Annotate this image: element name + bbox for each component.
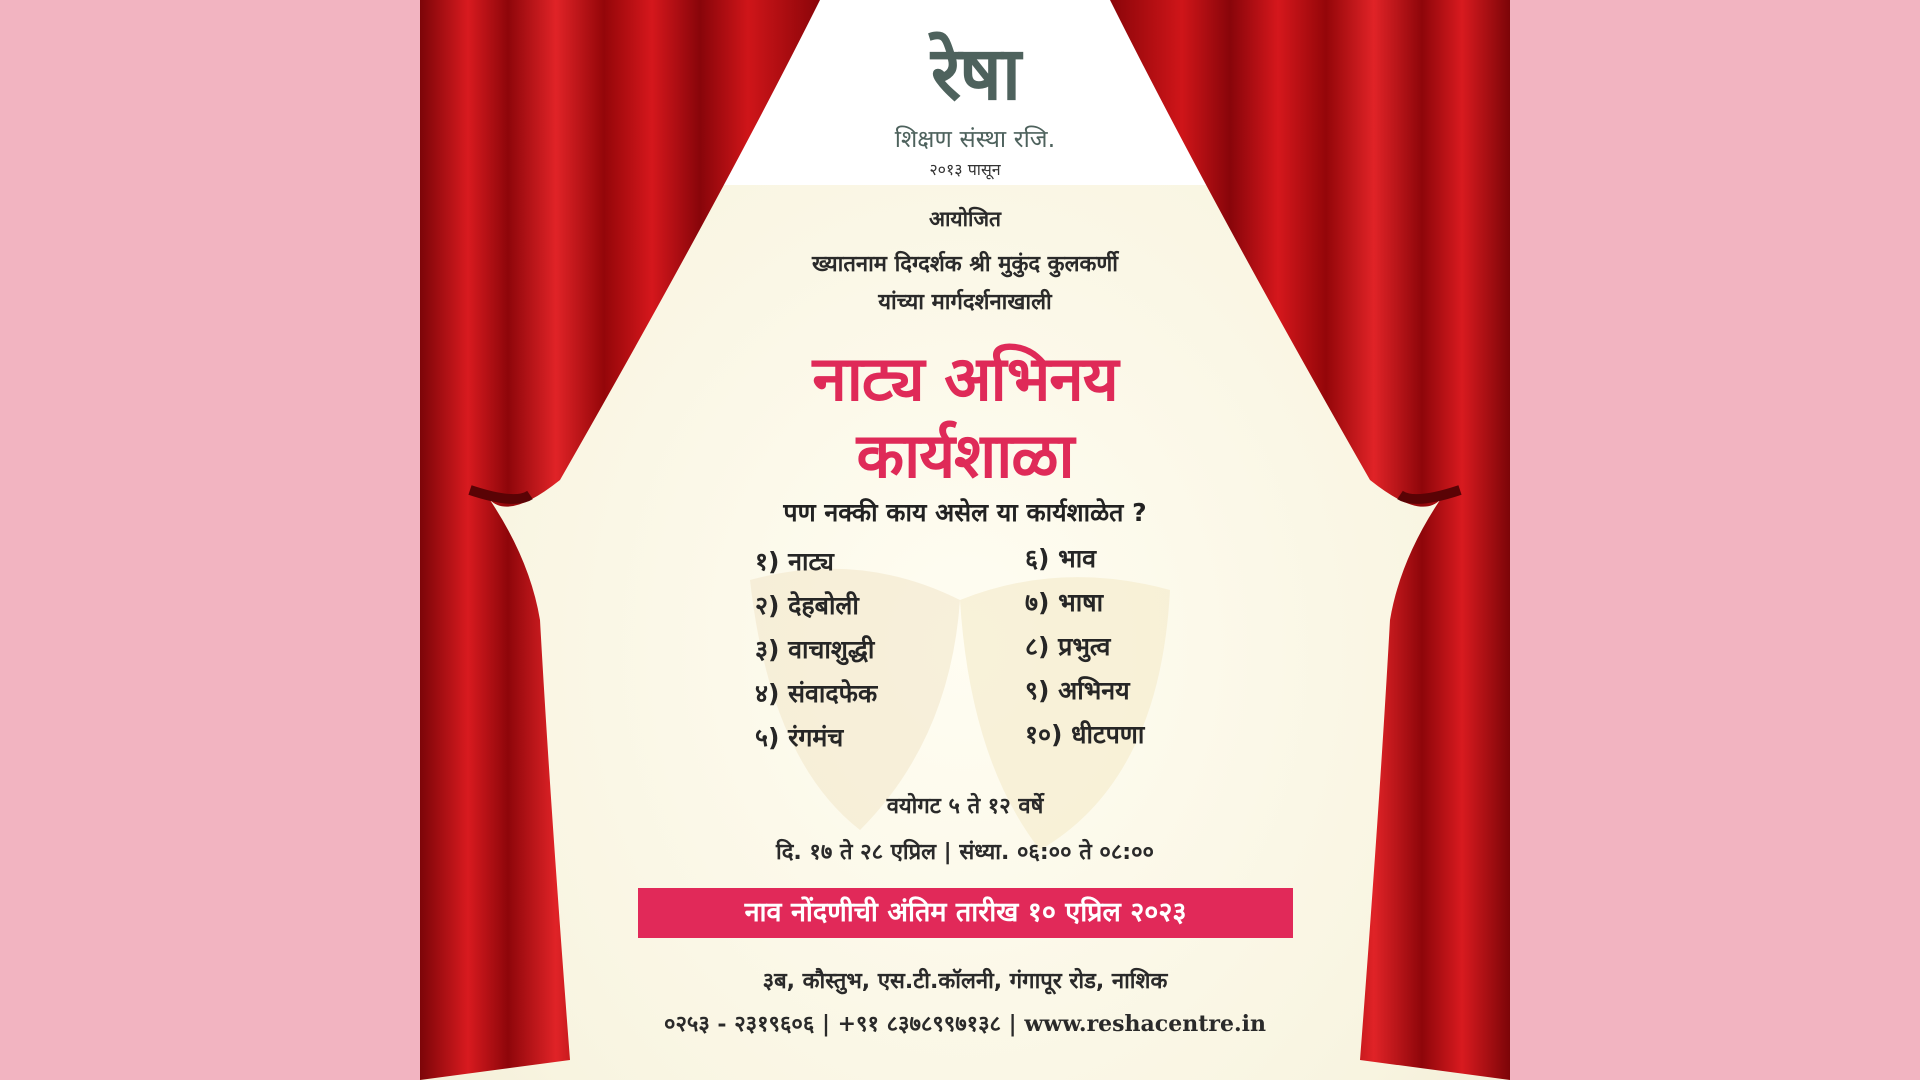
topics-right-list xyxy=(1025,537,1144,757)
event-poster xyxy=(420,0,1510,1080)
list-item: २) देहबोली xyxy=(755,591,859,620)
title-line-1: नाट्य अभिनय xyxy=(812,342,1118,415)
contact-info: ०२५३ - २३१९६०६ | +९१ ८३७८९९७१३८ | www.reshacentre.in xyxy=(664,1011,1266,1037)
organized-by: आयोजित xyxy=(928,207,1002,231)
guide-line-2: यांच्या मार्गदर्शनाखाली xyxy=(878,290,1052,315)
logo-name: रेषा xyxy=(930,31,1020,117)
workshop-question: पण नक्की काय असेल या कार्यशाळेत ? xyxy=(783,498,1147,527)
age-group: वयोगट ५ ते १२ वर्षे xyxy=(886,794,1044,819)
poster-content xyxy=(420,0,1510,1080)
registration-deadline-banner: नाव नोंदणीची अंतिम तारीख १० एप्रिल २०२३ xyxy=(638,888,1293,938)
list-item: ८) प्रभुत्व xyxy=(1025,632,1111,661)
list-item: ९) अभिनय xyxy=(1025,676,1130,705)
list-item: ७) भाषा xyxy=(1025,588,1104,617)
list-item: ५) रंगमंच xyxy=(755,723,844,752)
topics-left-list xyxy=(755,540,877,760)
list-item: १०) धीटपणा xyxy=(1025,720,1145,749)
list-item: ३) वाचाशुद्धी xyxy=(755,635,875,664)
guide-line-1: ख्यातनाम दिग्दर्शक श्री मुकुंद कुलकर्णी xyxy=(812,252,1118,277)
title-line-2: कार्यशाळा xyxy=(856,419,1074,492)
schedule: दि. १७ ते २८ एप्रिल | संध्या. ०६:०० ते ०८:०० xyxy=(776,840,1154,865)
list-item: ४) संवादफेक xyxy=(755,679,878,708)
list-item: १) नाट्य xyxy=(755,547,834,576)
list-item: ६) भाव xyxy=(1025,544,1097,573)
logo-since: २०१३ पासून xyxy=(929,160,1001,179)
address: ३ब, कौस्तुभ, एस.टी.कॉलनी, गंगापूर रोड, नाशिक xyxy=(762,969,1168,994)
logo-subtitle: शिक्षण संस्था रजि. xyxy=(894,125,1056,153)
